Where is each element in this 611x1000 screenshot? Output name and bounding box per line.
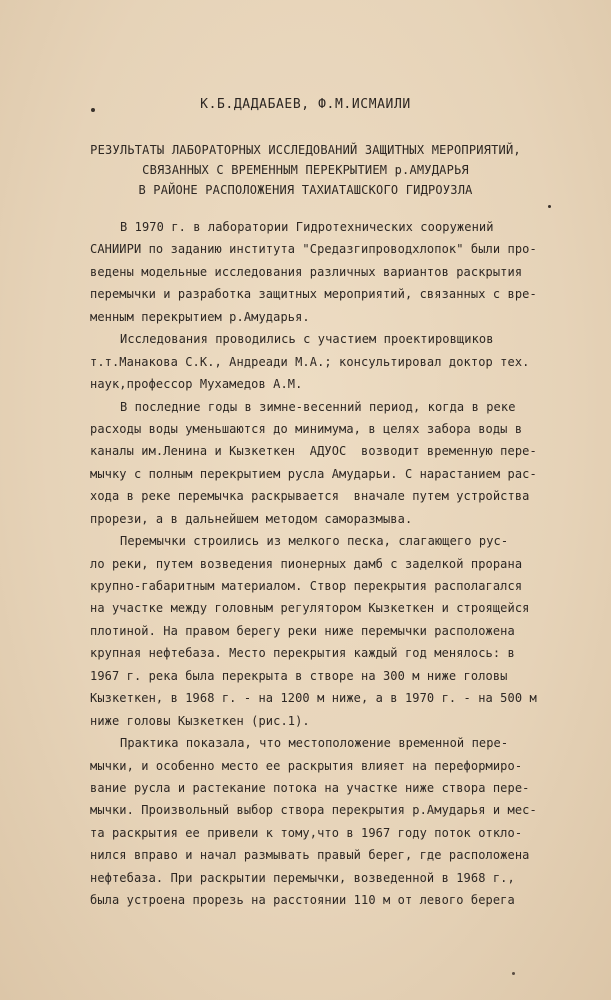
body-line: мычки. Произвольный выбор створа перекрытия р.Амударья и мес- [90,803,537,818]
body-line: В 1970 г. в лаборатории Гидротехнических сооружений [120,220,494,234]
body-line: плотиной. На правом берегу реки ниже перемычки расположена [90,623,515,638]
body-line: расходы воды уменьшаются до минимума, в целях забора воды в [90,421,523,436]
body-line: В последние годы в зимне-весенний период, когда в реке [120,399,516,414]
body-line: мычки, и особенно место ее раскрытия влияет на переформиро- [90,758,523,773]
ink-speck [512,972,515,975]
body-line: перемычки и разработка защитных мероприятий, связанных с вре- [90,287,537,302]
body-line: каналы им.Ленина и Кызкеткен АДУОС возводит временную пере- [90,444,537,459]
body-line: крупно-габаритным материалом. Створ перекрытия располагался [90,579,523,593]
body-line: та раскрытия ее привели к тому,что в 1967 году поток откло- [90,825,523,840]
body-line: на участке между головным регулятором Кызкеткен и строящейся [90,601,530,616]
body-text [90,216,590,912]
body-line: мычку с полным перекрытием русла Амударьи. С нарастанием рас- [90,466,537,481]
body-line: вание русла и растекание потока на участке ниже створа пере- [90,780,530,795]
body-line: ниже головы Кызкеткен (рис.1). [90,713,310,728]
body-line: ведены модельные исследования различных вариантов раскрытия [90,264,523,279]
body-line: Кызкеткен, в 1968 г. - на 1200 м ниже, а в 1970 г. - на 500 м [90,691,537,706]
body-line: Перемычки строились из мелкого песка, слагающего рус- [120,534,509,549]
body-line: прорези, а в дальнейшем методом саморазмыва. [90,511,413,526]
body-line: нился вправо и начал размывать правый берег, где расположена [90,848,530,863]
body-line: Практика показала, что местоположение временной пере- [120,736,509,751]
body-line: 1967 г. река была перекрыта в створе на 300 м ниже головы [90,668,508,683]
body-line: была устроена прорезь на расстоянии 110 м от левого берега [90,893,515,908]
title-line: В РАЙОНЕ РАСПОЛОЖЕНИЯ ТАХИАТАШСКОГО ГИДРОУЗЛА [138,183,473,197]
title-line: СВЯЗАННЫХ С ВРЕМЕННЫМ ПЕРЕКРЫТИЕМ р.АМУДАРЬЯ [142,163,469,177]
body-line: хода в реке перемычка раскрывается вначале путем устройства [90,489,530,504]
body-line: т.т.Манакова С.К., Андреади М.А.; консультировал доктор тех. [90,354,530,369]
body-line: САНИИРИ по заданию института "Средазгипроводхлопок" были про- [90,242,537,257]
body-line: ло реки, путем возведения пионерных дамб с заделкой прорана [90,556,523,571]
authors: К.Б.ДАДАБАЕВ, Ф.М.ИСМАИЛИ [200,97,411,112]
body-line: Исследования проводились с участием проектировщиков [120,332,494,347]
body-line: нефтебаза. При раскрытии перемычки, возведенной в 1968 г., [90,870,515,885]
ink-speck [548,205,551,208]
paper-title [0,140,611,200]
body-line: наук,профессор Мухамедов А.М. [90,377,303,392]
title-line: РЕЗУЛЬТАТЫ ЛАБОРАТОРНЫХ ИССЛЕДОВАНИЙ ЗАЩИТНЫХ МЕРОПРИЯТИЙ, [90,143,521,157]
body-line: менным перекрытием р.Амударья. [90,309,310,324]
body-line: крупная нефтебаза. Место перекрытия каждый год менялось: в [90,646,515,661]
